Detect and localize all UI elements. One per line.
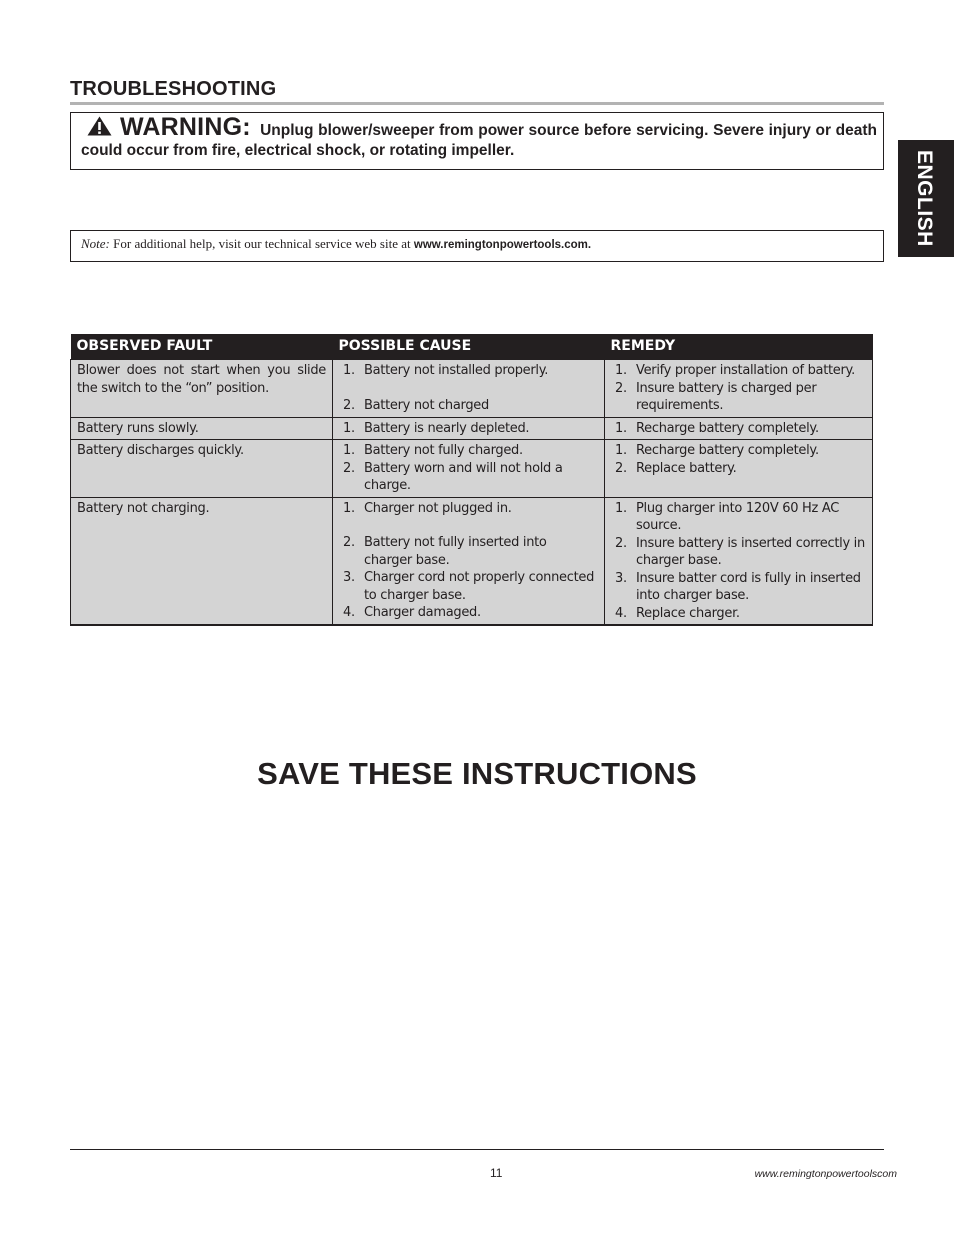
table-row (71, 440, 873, 498)
list-item: 2. Battery worn and will not hold a charge. (343, 460, 563, 493)
list-item: 2. Insure battery is inserted correctly in charger base. (615, 535, 865, 568)
list-item: 2. Replace battery. (615, 460, 737, 476)
cause-cell (333, 497, 605, 625)
list-item: 1. Charger not plugged in. (343, 500, 512, 516)
footer-rule (70, 1149, 884, 1150)
note-url-link[interactable]: www.remingtonpowertools.com. (413, 239, 592, 251)
fault-cell: Battery not charging. (71, 497, 333, 625)
cause-cell (333, 417, 605, 440)
cause-cell (333, 440, 605, 498)
header-remedy: REMEDY (605, 334, 873, 360)
header-observed-fault: OBSERVED FAULT (71, 334, 333, 360)
list-item: 3. Insure batter cord is fully in inserted into charger base. (615, 570, 861, 603)
list-item: 1. Battery not installed properly. (343, 363, 549, 378)
list-item: 1. Plug charger into 120V 60 Hz AC source. (615, 500, 839, 533)
save-instructions-title: SAVE THESE INSTRUCTIONS (257, 756, 697, 791)
note-label: Note: (81, 236, 110, 251)
list-item: 2. Battery not charged (343, 397, 489, 413)
footer-url: www.remingtonpowertoolscom (754, 1168, 897, 1180)
list-item: 1. Verify proper installation of battery. (615, 363, 855, 378)
list-item: 1. Recharge battery completely. (615, 420, 819, 436)
list-item: 2. Insure battery is charged per requirements. (615, 380, 817, 413)
list-item: 4. Replace charger. (615, 605, 740, 621)
remedy-cell (605, 360, 873, 418)
note-message (81, 236, 591, 252)
fault-cell: Battery runs slowly. (71, 417, 333, 440)
list-item: 4. Charger damaged. (343, 605, 481, 620)
warning-box (70, 112, 884, 170)
troubleshooting-table (70, 334, 873, 626)
note-text: For additional help, visit our technical service web site at (113, 236, 411, 251)
table-header-row (71, 334, 873, 360)
list-item: 1. Battery not fully charged. (343, 443, 523, 458)
table-row (71, 417, 873, 440)
warning-message (81, 113, 877, 161)
note-box (70, 230, 884, 262)
remedy-cell (605, 497, 873, 625)
list-item: 2. Battery not fully inserted into charger base. (343, 535, 547, 568)
remedy-cell (605, 417, 873, 440)
cause-cell (333, 360, 605, 418)
warning-text: Unplug blower/sweeper from power source before servicing. Severe injury or death could occur from fire, electrical shock, or rotating impeller. (81, 122, 877, 159)
header-possible-cause: POSSIBLE CAUSE (333, 334, 605, 360)
fault-cell: Blower does not start when you slide the switch to the “on” position. (71, 360, 333, 418)
fault-cell: Battery discharges quickly. (71, 440, 333, 498)
language-tab-label: ENGLISH (913, 150, 936, 247)
table-row (71, 360, 873, 418)
list-item: 1. Battery is nearly depleted. (343, 420, 530, 436)
table-row (71, 497, 873, 625)
warning-triangle-icon (87, 116, 112, 136)
page-number: 11 (490, 1166, 503, 1180)
title-rule (70, 102, 884, 105)
language-tab (898, 140, 954, 257)
list-item: 3. Charger cord not properly connected to charger base. (343, 570, 595, 603)
warning-label: WARNING: (120, 113, 251, 141)
section-title: TROUBLESHOOTING (70, 78, 277, 100)
list-item: 1. Recharge battery completely. (615, 443, 819, 458)
remedy-cell (605, 440, 873, 498)
